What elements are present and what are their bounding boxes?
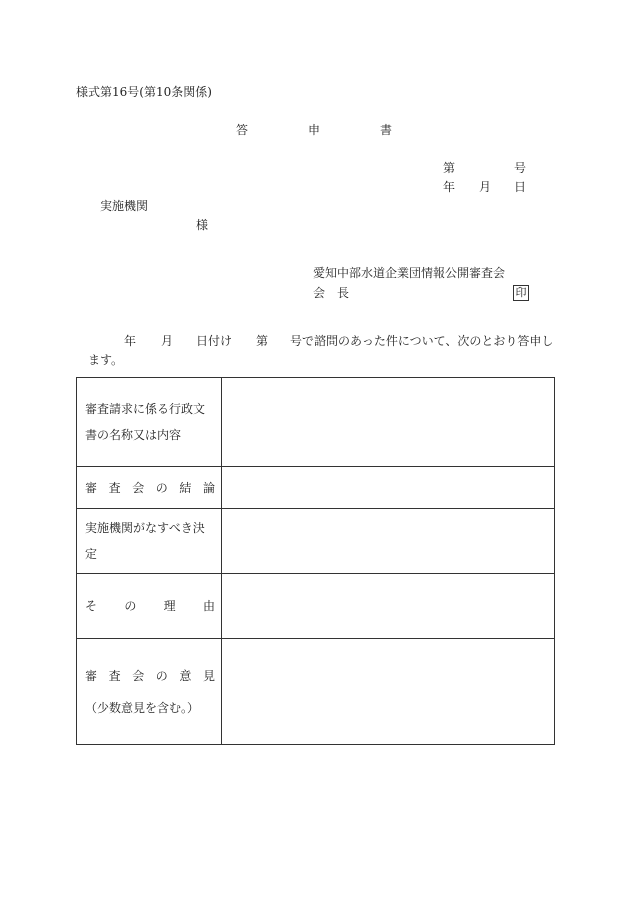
label-char: 見 [202, 668, 215, 683]
label-char: 意 [179, 668, 192, 683]
sender-title: 会 長 [313, 286, 350, 300]
seal-mark [513, 285, 529, 301]
label-line [85, 663, 215, 689]
date-day: 日 [514, 180, 527, 194]
label-line: 定 [85, 547, 98, 561]
row-label [77, 378, 222, 467]
body-year: 年 [124, 334, 137, 348]
sender-organization: 愛知中部水道企業団情報公開審査会 [313, 266, 506, 280]
label-char: そ [85, 599, 98, 613]
label-char: 結 [179, 480, 192, 495]
reference-number-prefix: 第 [443, 161, 456, 175]
table-row [77, 574, 555, 639]
row-value-cell [222, 509, 555, 574]
row-value-cell [222, 574, 555, 639]
label-char: 審 [85, 480, 98, 495]
label-char: 会 [132, 668, 145, 683]
label-char: の [124, 599, 137, 613]
body-dated: 日付け [196, 334, 233, 348]
title-char: 申 [308, 123, 321, 137]
label-line: 審査請求に係る行政文 [85, 402, 206, 416]
report-table [76, 377, 555, 745]
addressee-organization: 実施機関 [100, 199, 149, 213]
label-line: 実施機関がなすべき決 [85, 521, 205, 535]
label-note: （少数意見を含む。） [85, 700, 200, 715]
table-row [77, 467, 555, 509]
date-month: 月 [479, 180, 492, 194]
label-char: 会 [132, 480, 145, 495]
date-year: 年 [443, 180, 456, 194]
title-char: 書 [380, 123, 393, 137]
label-char: 論 [202, 480, 215, 495]
seal-label: 印 [513, 285, 529, 301]
row-value-cell [222, 639, 555, 745]
label-char: 理 [163, 599, 176, 613]
body-number-prefix: 第 [256, 334, 269, 348]
table-row [77, 378, 555, 467]
addressee-honorific: 様 [196, 218, 209, 232]
label-line [85, 475, 215, 501]
row-label [77, 509, 222, 574]
body-sentence-end: ます。 [88, 353, 124, 367]
label-char: 査 [108, 668, 121, 683]
row-label [77, 574, 222, 639]
title-char: 答 [236, 123, 249, 137]
label-char: の [155, 480, 168, 495]
label-line: 書の名称又は内容 [85, 428, 182, 442]
label-char: 査 [108, 480, 121, 495]
row-label [77, 467, 222, 509]
label-char: 由 [202, 599, 215, 613]
label-char: 審 [85, 668, 98, 683]
body-sentence: 号で諮問のあった件について、次のとおり答申し [290, 334, 554, 348]
body-month: 月 [161, 334, 174, 348]
reference-number-suffix: 号 [514, 161, 527, 175]
table-row [77, 639, 555, 745]
form-number: 様式第16号(第10条関係) [76, 85, 212, 99]
row-label [77, 639, 222, 745]
table-row [77, 509, 555, 574]
label-line [85, 593, 215, 619]
row-value-cell [222, 467, 555, 509]
label-char: の [155, 668, 168, 683]
row-value-cell [222, 378, 555, 467]
